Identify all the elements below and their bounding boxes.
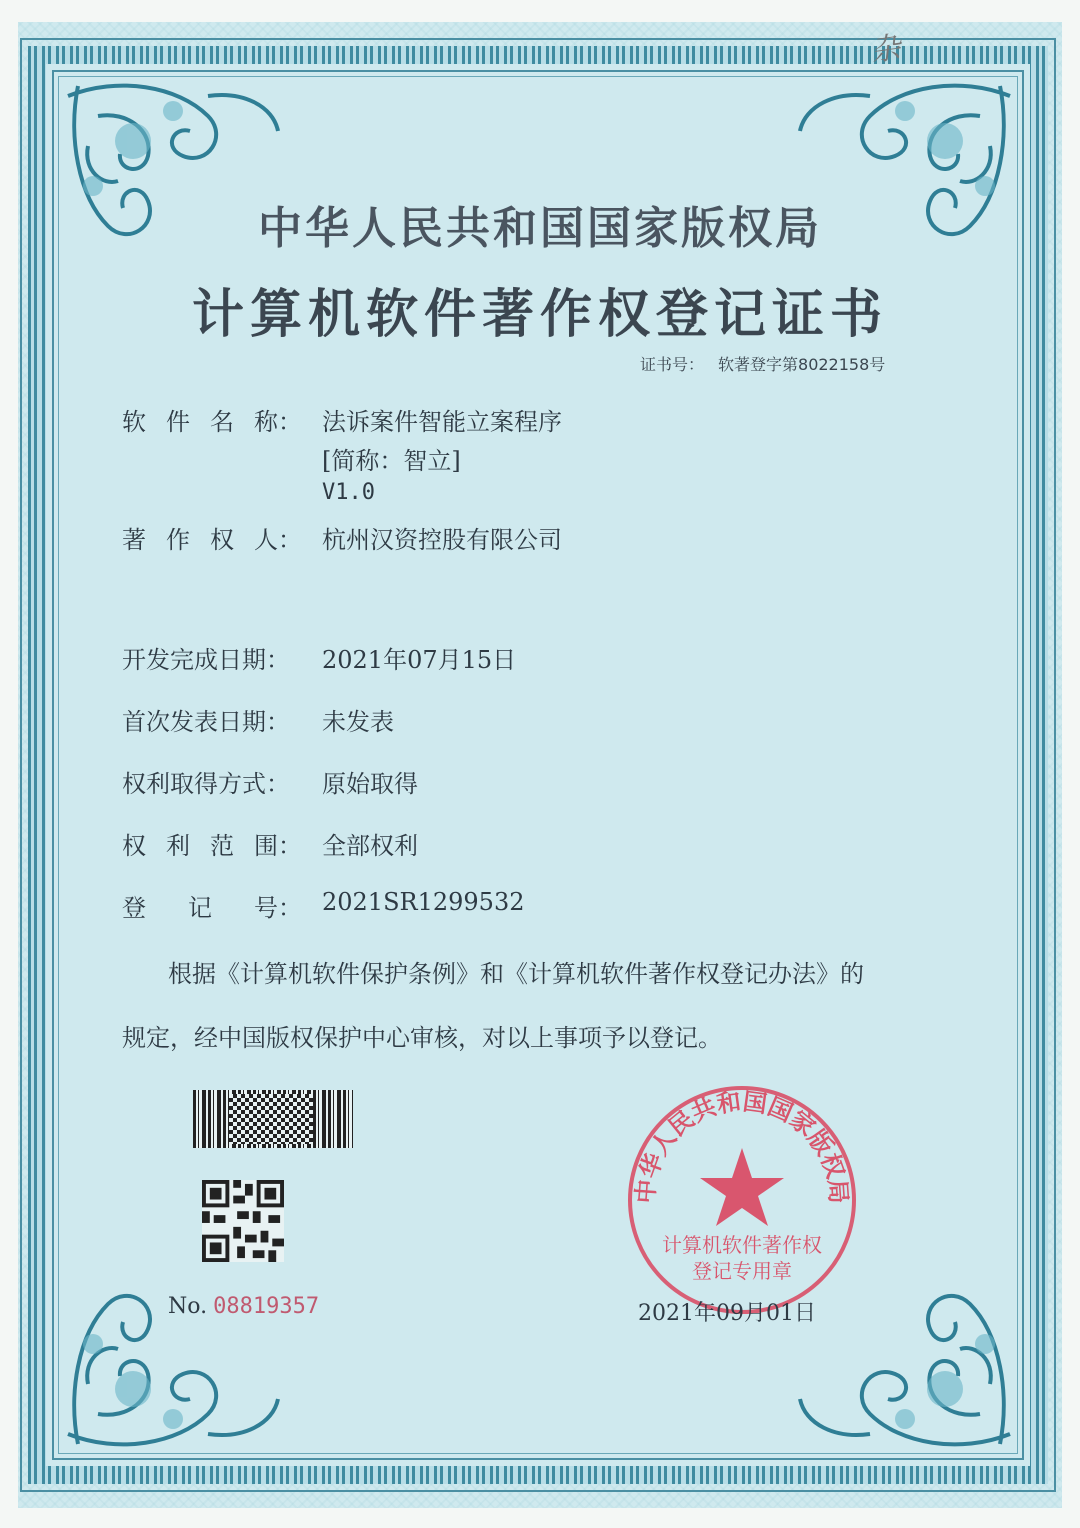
owner-name: 杭州汉资控股有限公司 bbox=[322, 526, 562, 554]
field-label: 开发完成日期： bbox=[122, 646, 290, 674]
rights-scope-value: 全部权利 bbox=[322, 832, 418, 860]
field-label: 权利取得方式： bbox=[122, 770, 290, 798]
barcode-icon bbox=[193, 1090, 353, 1148]
certificate-number-value: 软著登字第8022158号 bbox=[718, 355, 886, 374]
seal-line1: 计算机软件著作权 bbox=[662, 1233, 822, 1257]
serial-number bbox=[168, 1294, 319, 1319]
certificate-number-label: 证书号： bbox=[640, 355, 705, 374]
issue-date: 2021年09月01日 bbox=[638, 1301, 816, 1326]
statement-line: 根据《计算机软件保护条例》和《计算机软件著作权登记办法》的 bbox=[168, 960, 864, 988]
issuing-authority: 中华人民共和国国家版权局 bbox=[258, 203, 822, 254]
statement-paragraph bbox=[122, 942, 952, 1070]
certificate-number bbox=[640, 352, 899, 375]
serial-value: 08819357 bbox=[213, 1294, 320, 1319]
certificate-title: 计算机软件著作权登记证书 bbox=[191, 285, 888, 345]
seal-star-icon bbox=[700, 1148, 784, 1226]
reg-no-value: 2021SR1299532 bbox=[322, 888, 525, 916]
seal-ring-text: 中华人民共和国国家版权局 bbox=[631, 1087, 853, 1205]
dev-date-value: 2021年07月15日 bbox=[322, 646, 517, 674]
software-version: V1.0 bbox=[322, 480, 375, 505]
field-label: 权 利 范 围： bbox=[122, 832, 302, 860]
serial-prefix: No. bbox=[168, 1294, 208, 1319]
field-label: 首次发表日期： bbox=[122, 708, 290, 736]
publish-date-value: 未发表 bbox=[322, 708, 394, 736]
field-value bbox=[322, 402, 562, 505]
statement-line: 规定，经中国版权保护中心审核，对以上事项予以登记。 bbox=[122, 1024, 722, 1052]
acquire-method-value: 原始取得 bbox=[322, 770, 418, 798]
field-label: 著 作 权 人： bbox=[122, 526, 302, 554]
field-label: 登 记 号： bbox=[122, 894, 302, 922]
handwritten-annotation: 杂 bbox=[868, 30, 903, 69]
qr-code-icon bbox=[202, 1180, 284, 1262]
field-label: 软 件 名 称： bbox=[122, 408, 302, 436]
software-name: 法诉案件智能立案程序 bbox=[322, 408, 562, 436]
seal-line2: 登记专用章 bbox=[692, 1259, 792, 1283]
official-seal bbox=[622, 1080, 862, 1320]
corner-ornament-icon bbox=[58, 1254, 288, 1454]
software-short-name: [简称：智立] bbox=[322, 447, 461, 475]
